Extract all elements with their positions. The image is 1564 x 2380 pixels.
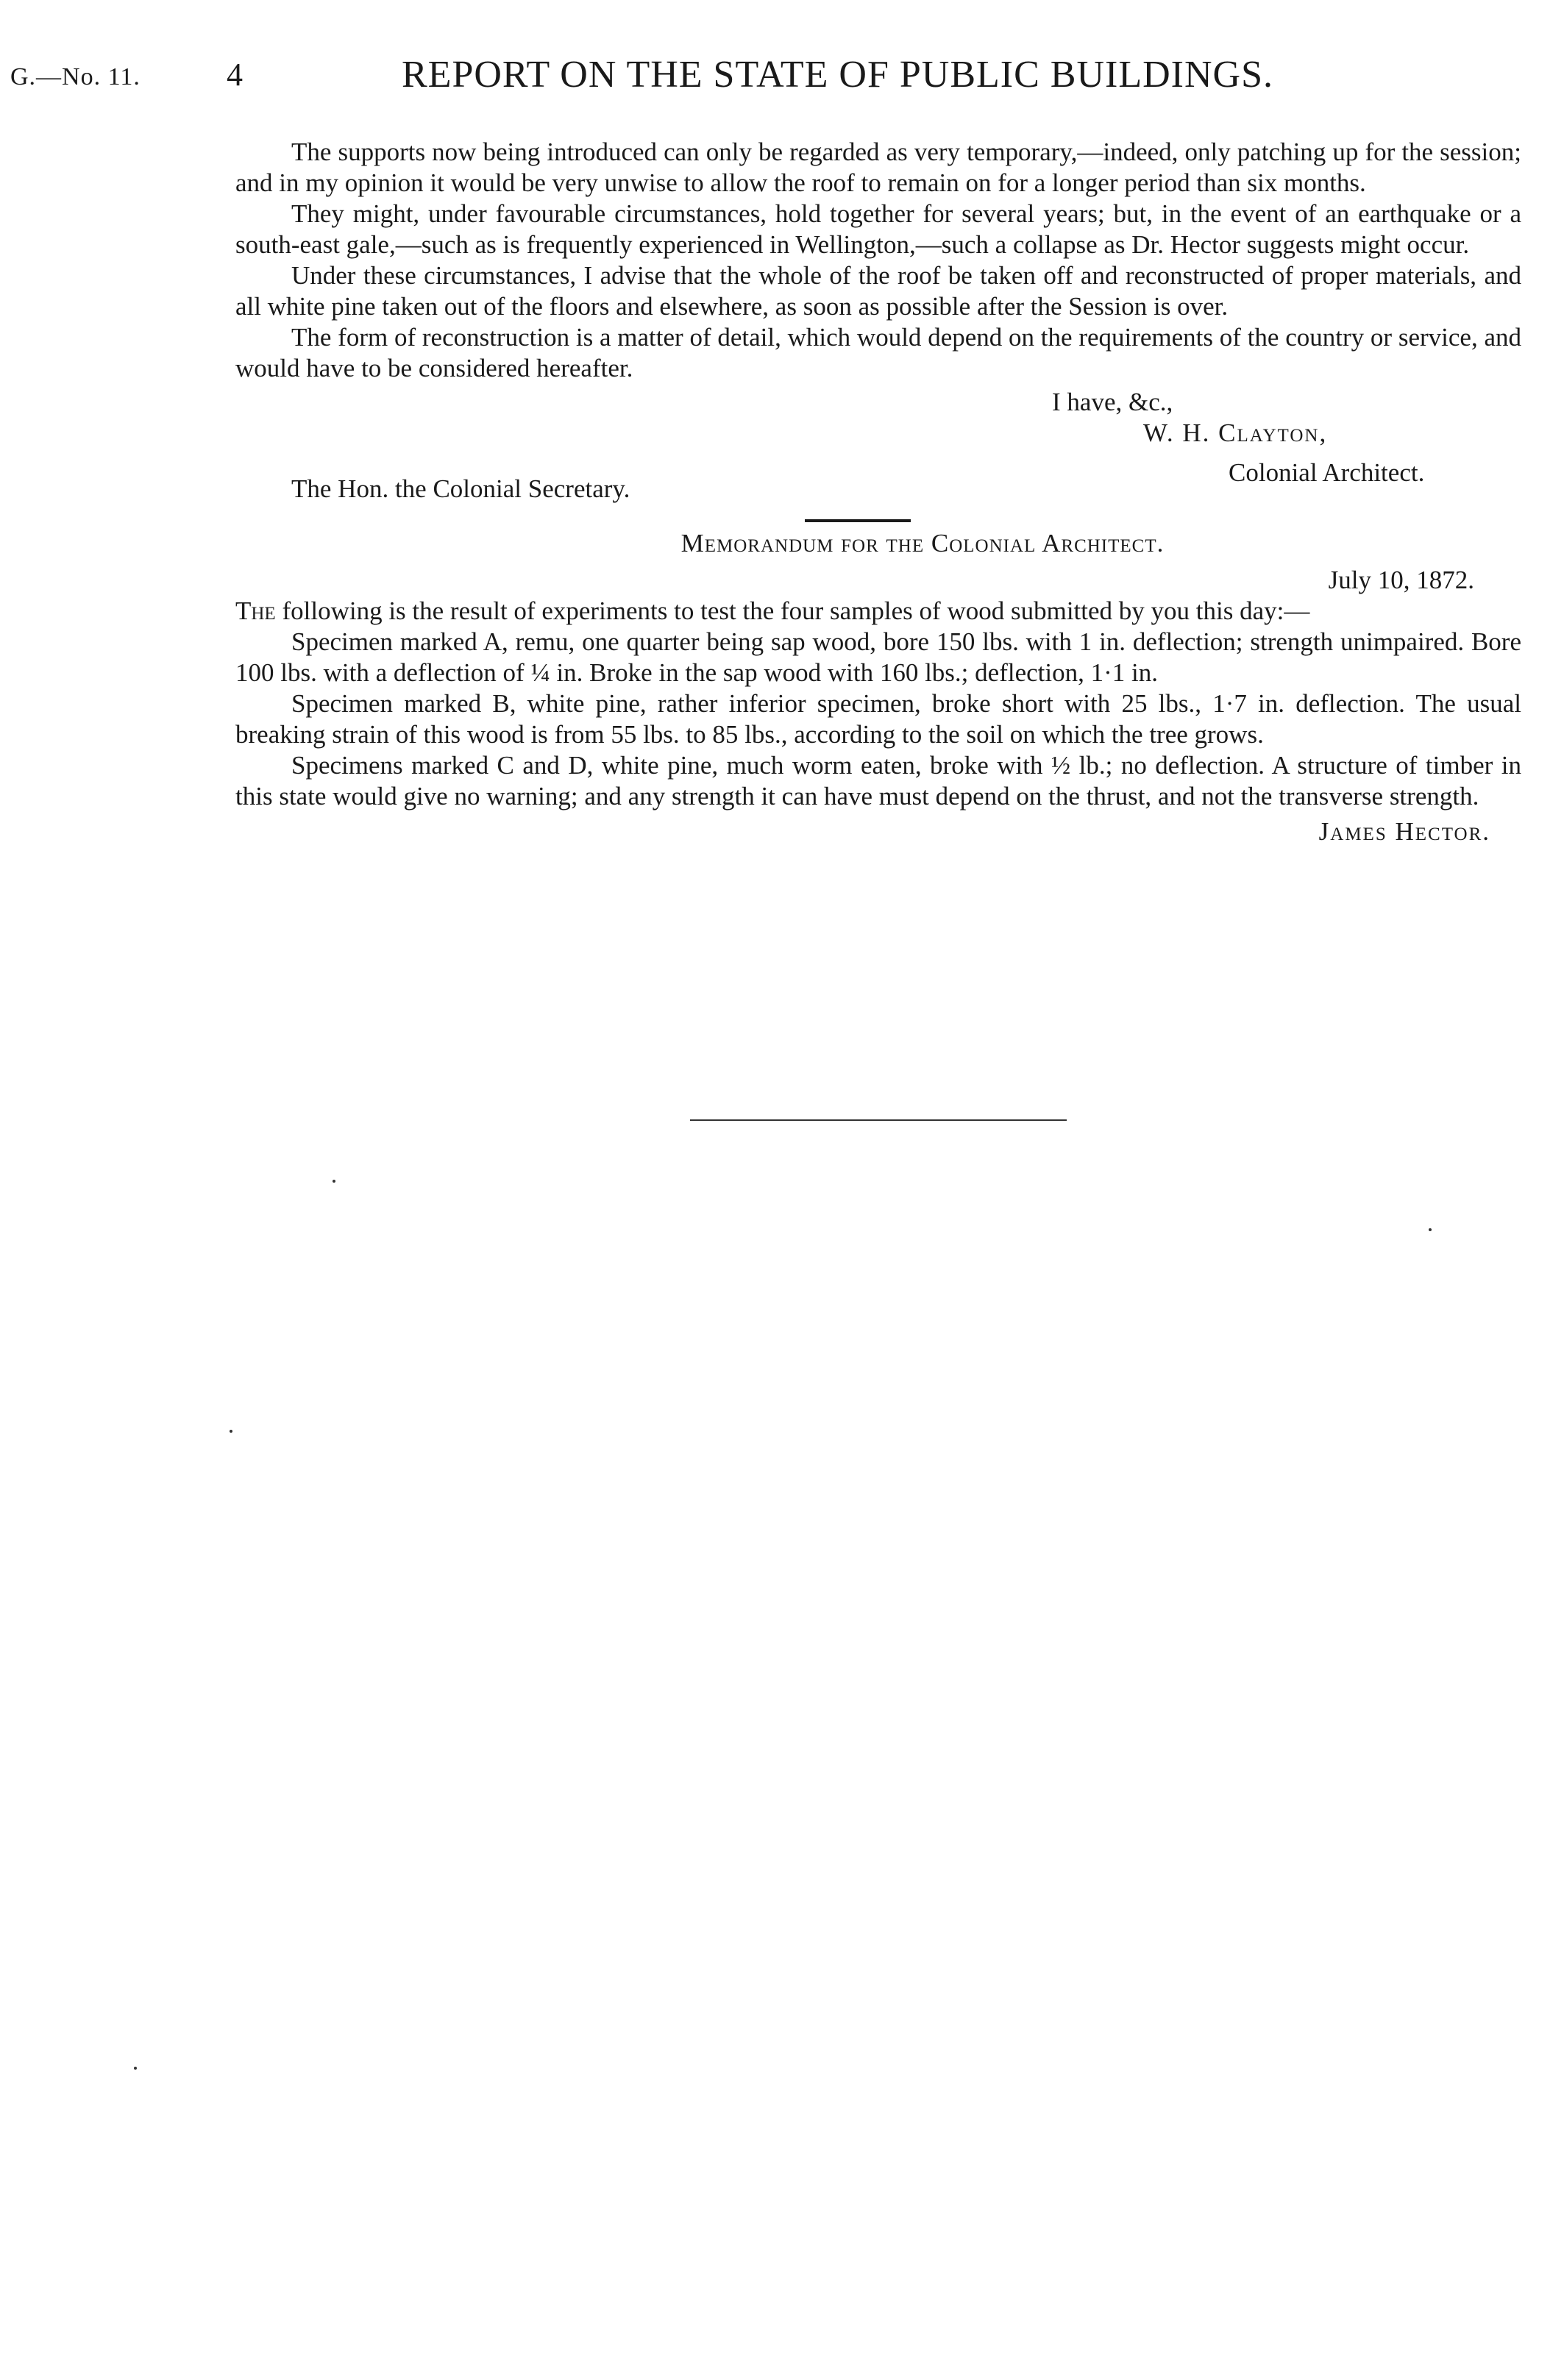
scan-speck [1429,1228,1432,1231]
scan-speck [333,1180,335,1183]
page-number: 4 [227,57,243,93]
memo-signature: James Hector. [1318,817,1490,846]
memo-title: Memorandum for the Colonial Architect. [680,529,1165,557]
end-rule [690,1119,1067,1121]
letter-signature-block [235,384,1521,512]
section-divider [805,519,911,522]
memo-intro [235,596,1521,627]
memo-paragraph: Specimen marked A, remu, one quarter being sap wood, bore 150 lbs. with 1 in. deflection; strength unimpaired. Bore 100 lbs. with a deflection of ¼ in. Broke in the sap wood with 160 lbs.; deflection, 1·1 in. [235,627,1521,687]
letter-paragraph: They might, under favourable circumstances, hold together for several years; but, in the event of an earthquake or a south-east gale,—such as is frequently experienced in Wellington,—such a collapse as Dr. Hector suggests might occur. [235,199,1521,259]
page-title: REPORT ON THE STATE OF PUBLIC BUILDINGS. [402,54,1273,96]
memo-paragraph: Specimens marked C and D, white pine, much worm eaten, broke with ½ lb.; no deflection. A structure of timber in this state would give no warning; and any strength it can have must depend on the thrust, and not the transverse strength. [235,751,1521,810]
letter-paragraph: Under these circumstances, I advise that the whole of the roof be taken off and reconstructed of proper materials, and all white pine taken out of the floors and elsewhere, as soon as possible after the Session is over. [235,261,1521,321]
memo-date: July 10, 1872. [1328,566,1474,594]
letter-addressee: The Hon. the Colonial Secretary. [291,474,630,503]
page-header [0,53,1564,112]
memo-intro-text: following is the result of experiments to test the four samples of wood submitted by you this day:— [275,596,1310,625]
letter-paragraph: The supports now being introduced can only be regarded as very temporary,—indeed, only patching up for the session; and in my opinion it would be very unwise to allow the roof to remain on for a longer period than six months. [235,138,1521,197]
document-body [235,137,1521,847]
scan-speck [230,1430,232,1433]
signatory-name: W. H. Clayton, [1143,418,1328,447]
letter-closing: I have, &c., [1052,388,1173,416]
memorandum-section [235,528,1521,847]
document-reference: G.—No. 11. [10,63,141,90]
signatory-role: Colonial Architect. [1229,458,1425,487]
scan-speck [134,2067,137,2070]
memo-paragraph: Specimen marked B, white pine, rather inferior specimen, broke short with 25 lbs., 1·7 in. deflection. The usual breaking strain of this wood is from 55 lbs. to 85 lbs., according to the soil on which the tree grows. [235,689,1521,749]
letter-section [235,137,1521,512]
memo-intro-lead: The [235,596,276,625]
letter-paragraph: The form of reconstruction is a matter of detail, which would depend on the requirements of the country or service, and would have to be considered hereafter. [235,323,1521,382]
